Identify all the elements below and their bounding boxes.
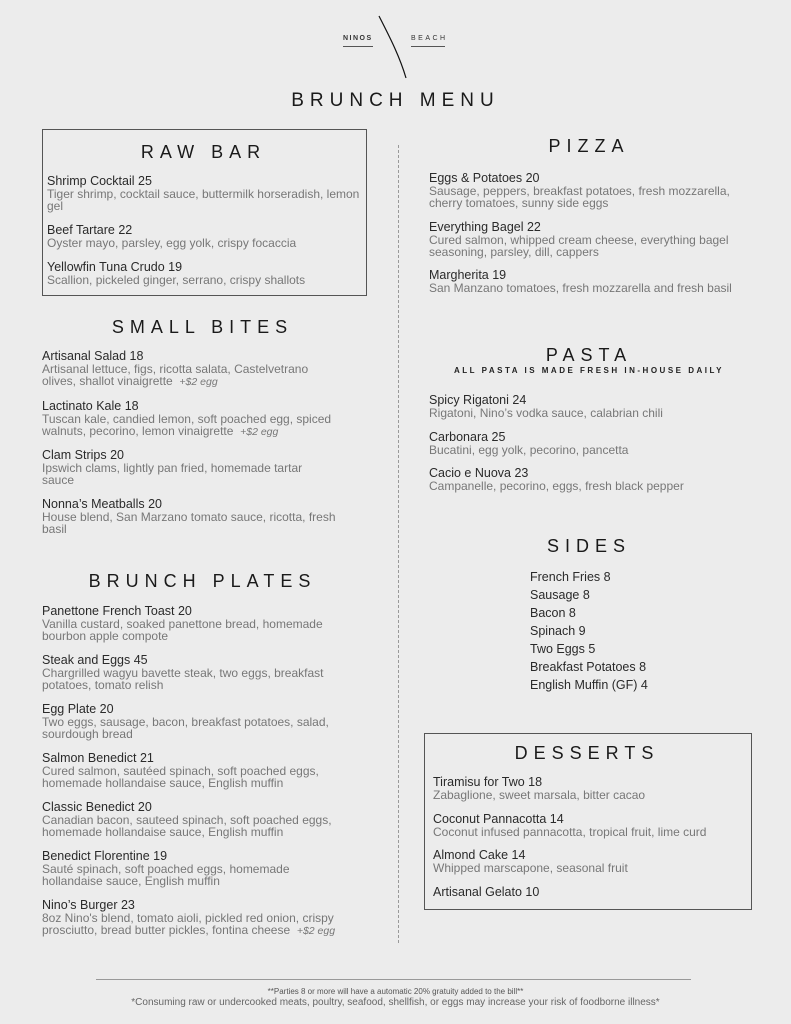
side-item: Sausage 8 [530, 588, 590, 602]
item-name: Margherita 19 [429, 268, 507, 282]
menu-item [42, 801, 357, 838]
side-item: Breakfast Potatoes 8 [530, 660, 647, 674]
menu-item [433, 813, 743, 838]
item-desc [42, 413, 357, 438]
menu-item [42, 899, 342, 937]
menu-item [42, 350, 342, 388]
menu-item [42, 752, 352, 789]
item-desc: Rigatoni, Nino’s vodka sauce, calabrian chili [429, 406, 663, 420]
menu-item [429, 221, 759, 258]
menu-item [47, 261, 362, 286]
item-desc: Oyster mayo, parsley, egg yolk, crispy focaccia [47, 236, 297, 250]
menu-item [433, 776, 743, 801]
item-name: Shrimp Cocktail 25 [47, 174, 152, 188]
item-desc: House blend, San Marzano tomato sauce, ricotta, fresh basil [42, 510, 336, 536]
item-name: Egg Plate 20 [42, 702, 114, 716]
menu-item [433, 849, 743, 874]
item-desc: Bucatini, egg yolk, pecorino, pancetta [429, 443, 629, 457]
sides-heading: SIDES [546, 536, 632, 556]
item-name: Spicy Rigatoni 24 [429, 393, 527, 407]
item-name: Salmon Benedict 21 [42, 751, 154, 765]
menu-title: BRUNCH MENU [291, 90, 500, 111]
item-desc: Sauté spinach, soft poached eggs, homemade hollandaise sauce, English muffin [42, 862, 290, 888]
item-name: Cacio e Nuova 23 [429, 466, 529, 480]
menu-item [47, 224, 362, 249]
brunch-plates-heading: BRUNCH PLATES [88, 571, 317, 591]
item-name: Almond Cake 14 [433, 848, 526, 862]
item-desc [42, 363, 342, 388]
gratuity-note: **Parties 8 or more will have a automatic 20% gratuity added to the bill** [267, 987, 524, 996]
item-name: Yellowfin Tuna Crudo 19 [47, 260, 183, 274]
item-desc: Canadian bacon, sauteed spinach, soft poached eggs, homemade hollandaise sauce, English muffin [42, 813, 332, 839]
menu-item [429, 394, 759, 419]
item-desc: Cured salmon, whipped cream cheese, everything bagel seasoning, parsley, dill, cappers [429, 233, 729, 259]
menu-item [429, 172, 759, 209]
menu-item [429, 431, 759, 456]
logo-underline-right [411, 46, 445, 47]
menu-item [429, 467, 759, 492]
small-bites-heading: SMALL BITES [111, 317, 294, 337]
item-name: Artisanal Gelato 10 [433, 885, 540, 899]
item-desc: Coconut infused pannacotta, tropical fruit, lime curd [433, 825, 707, 839]
logo-underline-left [343, 46, 373, 47]
menu-item [42, 654, 352, 691]
logo-ninos: NINOS [343, 35, 373, 42]
item-desc: San Manzano tomatoes, fresh mozzarella and fresh basil [429, 281, 732, 295]
item-desc: Cured salmon, sautéed spinach, soft poached eggs, homemade hollandaise sauce, English muffin [42, 764, 319, 790]
item-desc: Ipswich clams, lightly pan fried, homemade tartar sauce [42, 461, 303, 487]
item-desc: Whipped marscapone, seasonal fruit [433, 861, 628, 875]
menu-item [42, 449, 337, 486]
item-desc: Sausage, peppers, breakfast potatoes, fresh mozzarella, cherry tomatoes, sunny side eggs [429, 184, 730, 210]
side-item: Spinach 9 [530, 624, 586, 638]
item-name: Panettone French Toast 20 [42, 604, 192, 618]
pizza-heading: PIZZA [548, 136, 630, 156]
item-desc: Two eggs, sausage, bacon, breakfast potatoes, salad, sourdough bread [42, 715, 329, 741]
item-desc: Zabaglione, sweet marsala, bitter cacao [433, 788, 646, 802]
menu-item [42, 400, 357, 438]
item-name: Artisanal Salad 18 [42, 349, 144, 363]
menu-item [42, 605, 352, 642]
item-desc-text: Tuscan kale, candied lemon, soft poached egg, spiced walnuts, pecorino, lemon vinaigrette [42, 412, 332, 438]
menu-item [433, 886, 743, 899]
column-divider [398, 145, 399, 943]
footer-divider [96, 979, 691, 980]
menu-item [47, 175, 362, 212]
desserts-heading: DESSERTS [514, 743, 660, 763]
menu-item [42, 850, 322, 887]
item-desc: Campanelle, pecorino, eggs, fresh black pepper [429, 479, 684, 493]
menu-item [429, 269, 769, 294]
item-desc [42, 912, 342, 937]
addon: +$2 egg [179, 376, 218, 388]
side-item: Two Eggs 5 [530, 642, 596, 656]
item-name: Lactinato Kale 18 [42, 399, 139, 413]
item-name: Beef Tartare 22 [47, 223, 133, 237]
addon: +$2 egg [240, 426, 279, 438]
health-warning: *Consuming raw or undercooked meats, poultry, seafood, shellfish, or eggs may increase your risk of foodborne illness* [131, 997, 660, 1008]
menu-item [42, 498, 337, 535]
pasta-subheading: ALL PASTA IS MADE FRESH IN-HOUSE DAILY [454, 366, 724, 375]
menu-item [42, 703, 352, 740]
item-desc-text: 8oz Nino's blend, tomato aioli, pickled red onion, crispy prosciutto, bread butter pickles, fontina cheese [42, 911, 334, 937]
item-name: Nonna’s Meatballs 20 [42, 497, 162, 511]
item-name: Eggs & Potatoes 20 [429, 171, 540, 185]
item-name: Steak and Eggs 45 [42, 653, 148, 667]
item-name: Tiramisu for Two 18 [433, 775, 543, 789]
side-item: French Fries 8 [530, 570, 611, 584]
pasta-heading: PASTA [545, 345, 633, 365]
item-name: Coconut Pannacotta 14 [433, 812, 564, 826]
item-name: Everything Bagel 22 [429, 220, 541, 234]
item-desc: Scallion, pickeled ginger, serrano, crispy shallots [47, 273, 306, 287]
item-desc-text: Artisanal lettuce, figs, ricotta salata, Castelvetrano olives, shallot vinaigrette [42, 362, 309, 388]
item-desc: Vanilla custard, soaked panettone bread, homemade bourbon apple compote [42, 617, 323, 643]
side-item: Bacon 8 [530, 606, 576, 620]
raw-bar-heading: RAW BAR [140, 142, 267, 162]
item-name: Nino’s Burger 23 [42, 898, 135, 912]
item-name: Clam Strips 20 [42, 448, 124, 462]
item-name: Benedict Florentine 19 [42, 849, 168, 863]
logo-beach: BEACH [411, 35, 448, 42]
logo-slash-icon [377, 14, 409, 80]
item-name: Classic Benedict 20 [42, 800, 152, 814]
item-desc: Chargrilled wagyu bavette steak, two eggs, breakfast potatoes, tomato relish [42, 666, 324, 692]
item-desc: Tiger shrimp, cocktail sauce, buttermilk horseradish, lemon gel [47, 187, 360, 213]
addon: +$2 egg [296, 925, 336, 937]
item-name: Carbonara 25 [429, 430, 506, 444]
side-item: English Muffin (GF) 4 [530, 678, 648, 692]
